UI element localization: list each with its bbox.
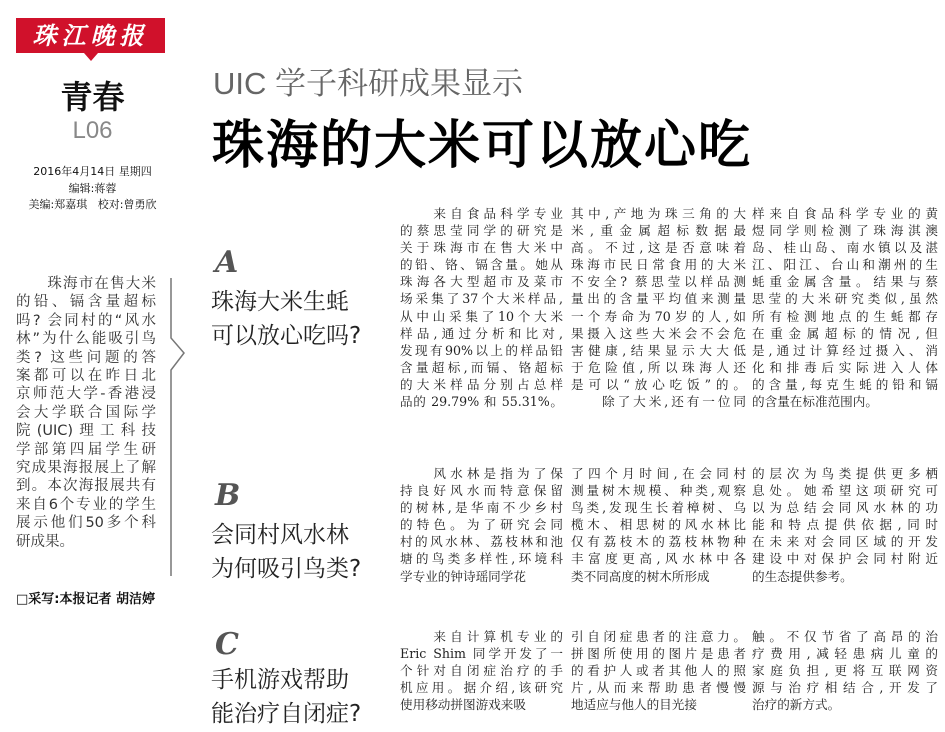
- text-line: 化和排毒后实际进入人体: [752, 359, 938, 375]
- headline-title: 珠海的大米可以放心吃: [212, 116, 753, 176]
- intro-line: 类? 这些问题的答: [16, 349, 156, 366]
- text-line: 学专业的钟诗瑶同学花: [400, 568, 526, 584]
- text-line: 思莹的大米研究类似,虽然: [752, 291, 938, 307]
- section-letter: A: [215, 245, 239, 280]
- text-line: 塘的鸟类多样性,环境科: [400, 551, 563, 567]
- intro-line: 来自6个专业的学生: [16, 496, 156, 513]
- intro-line: 珠海市在售大米: [16, 276, 156, 292]
- text-line: 品的 29.79% 和 55.31%。: [400, 394, 563, 410]
- intro-line: 到。本次海报展共有: [16, 478, 156, 495]
- text-line: 是,通过计算经过摄入、消: [752, 342, 938, 358]
- text-line: 岛、桂山岛、南水镇以及湛: [752, 240, 938, 256]
- intro-line: 案都可以在昨日北: [16, 368, 156, 385]
- text-line: 含量超标,而镉、铬超标: [400, 359, 563, 375]
- text-column: [752, 465, 938, 585]
- text-line: 来自计算机专业的: [400, 629, 563, 644]
- text-line: 珠海各大型超市及菜市: [400, 274, 563, 290]
- intro-line: 的铅、镉含量超标: [16, 294, 156, 311]
- text-line: 触。不仅节省了高昂的治: [752, 629, 938, 644]
- bracket-divider: [168, 278, 188, 578]
- text-line: 仅有荔枝木的荔枝林物种: [571, 534, 746, 550]
- intro-line: 学部第四届学生研: [16, 441, 156, 458]
- text-line: 一个寿命为70岁的人,如: [571, 308, 746, 324]
- text-line: 的铅、铬、镉含量。她从: [400, 257, 563, 273]
- text-line: 丰富度更高,风水林中各: [571, 551, 746, 567]
- text-line: 片,从而来帮助患者慢慢: [571, 680, 746, 696]
- text-line: 榄木、相思树的风水林比: [571, 517, 746, 533]
- text-line: Eric Shim 同学开发了一: [400, 646, 563, 662]
- logo-pointer: [84, 53, 98, 61]
- text-line: 建设中对保护会同村附近: [752, 551, 938, 567]
- intro-line: 京师范大学-香港浸: [16, 386, 156, 403]
- intro-line: 院(UIC)理工科技: [16, 423, 156, 440]
- text-line: 引自闭症患者的注意力。: [571, 629, 746, 644]
- section-heading: 会同村风水林: [211, 522, 349, 548]
- intro-line: 会大学联合国际学: [16, 404, 156, 421]
- text-line: 的蔡思莹同学的研究是: [400, 223, 563, 239]
- text-line: 样来自食品科学专业的黄: [752, 206, 938, 221]
- issue-date: 2016年4月14日 星期四: [33, 165, 152, 178]
- text-line: 在重金属超标的情况,但: [752, 325, 938, 341]
- text-line: 鸟类,发现生长着樟树、乌: [571, 500, 746, 516]
- text-line: 类不同高度的树木所形成: [571, 568, 710, 584]
- text-line: 从中山采集了10个大米: [400, 308, 563, 324]
- text-line: 高。不过,这是否意味着: [571, 240, 746, 256]
- section-heading: 为何吸引鸟类?: [211, 556, 362, 582]
- section-heading: 珠海大米生蚝: [211, 289, 349, 315]
- text-line: 果摄入这些大米会不会危: [571, 325, 746, 341]
- text-line: 的层次为鸟类提供更多栖: [752, 466, 938, 481]
- text-line: 的看护人或者其他人的照: [571, 663, 746, 679]
- text-column: [571, 205, 746, 410]
- text-column: [752, 628, 938, 713]
- text-line: 于危险值,所以珠海人还: [571, 359, 746, 375]
- text-line: 机应用。据介绍,该研究: [400, 680, 563, 696]
- text-line: 在未来对会同区域的开发: [752, 534, 938, 550]
- text-line: 的树林,是华南不少乡村: [400, 500, 563, 516]
- text-line: 拼图所使用的图片是患者: [571, 646, 746, 662]
- text-line: 疗费用,减轻患病儿童的: [752, 646, 938, 662]
- art-proof-credit: 美编:郑嘉琪 校对:曾勇欣: [28, 198, 157, 211]
- text-column: [571, 628, 746, 713]
- text-line: 的大米样品分别占总样: [400, 376, 563, 392]
- text-line: 使用移动拼图游戏来吸: [400, 697, 526, 713]
- text-line: 发现有90%以上的样品铅: [400, 342, 563, 358]
- text-line: 治疗的新方式。: [752, 697, 841, 713]
- text-line: 江、阳江、台山和潮州的生: [752, 257, 938, 273]
- text-line: 持良好风水而特意保留: [400, 483, 563, 499]
- text-line: 村的风水林、荔枝林和池: [400, 534, 563, 550]
- text-line: 关于珠海市在售大米中: [400, 240, 563, 256]
- intro-line: 究成果海报展上了解: [16, 460, 156, 477]
- text-column: [400, 205, 563, 410]
- section-letter: C: [215, 627, 239, 662]
- text-line: 的含量在标准范围内。: [752, 394, 878, 410]
- text-column: [571, 465, 746, 585]
- text-line: 源与治疗相结合,开发了: [752, 680, 938, 696]
- text-line: 米,重金属超标数据最: [571, 223, 746, 239]
- intro-summary: [16, 275, 156, 551]
- text-line: 测量树木规模、种类,观察: [571, 483, 746, 499]
- byline: □采写:本报记者 胡洁婷: [16, 592, 156, 607]
- section-name: 青春: [60, 78, 125, 116]
- text-line: 不安全? 蔡思莹以样品测: [571, 274, 746, 290]
- editor-credit: 编辑:蒋蓉: [68, 182, 117, 195]
- text-line: 的特色。为了研究会同: [400, 517, 563, 533]
- text-column: [752, 205, 938, 410]
- page-number: L06: [72, 117, 113, 144]
- text-line: 来自食品科学专业: [400, 206, 563, 221]
- section-heading: 可以放心吃吗?: [211, 323, 362, 349]
- text-line: 蚝重金属含量。结果与蔡: [752, 274, 938, 290]
- section-letter: B: [215, 478, 241, 513]
- text-line: 害健康,结果显示大大低: [571, 342, 746, 358]
- text-line: 个针对自闭症治疗的手: [400, 663, 563, 679]
- text-line: 是可以“放心吃饭”的。: [571, 376, 746, 392]
- text-line: 了四个月时间,在会同村: [571, 466, 746, 481]
- section-heading: 能治疗自闭症?: [211, 701, 362, 727]
- text-column: [400, 628, 563, 713]
- text-line: 地适应与他人的目光接: [571, 697, 697, 713]
- intro-line: 展示他们50多个科: [16, 515, 156, 532]
- text-line: 煜同学则检测了珠海淇澳: [752, 223, 938, 239]
- text-line: 的生态提供参考。: [752, 568, 853, 584]
- text-line: 场采集了37个大米样品,: [400, 291, 563, 307]
- intro-line: 林”为什么能吸引鸟: [16, 331, 156, 348]
- text-line: 息处。她希望这项研究可: [752, 483, 938, 499]
- text-line: 其中,产地为珠三角的大: [571, 206, 746, 221]
- text-line: 以为总结会同风水林的功: [752, 500, 938, 516]
- intro-line: 吗? 会同村的“风水: [16, 312, 156, 329]
- text-line: 珠海市民日常食用的大米: [571, 257, 746, 273]
- text-line: 能和特点提供依据,同时: [752, 517, 938, 533]
- text-column: [400, 465, 563, 585]
- text-line: 所有检测地点的生蚝都存: [752, 308, 938, 324]
- text-line: 风水林是指为了保: [400, 466, 563, 481]
- headline-kicker: UIC 学子科研成果显示: [213, 66, 523, 101]
- newspaper-logo: 珠江晚报: [16, 18, 165, 53]
- section-heading: 手机游戏帮助: [211, 667, 349, 693]
- text-line: 样品,通过分析和比对,: [400, 325, 563, 341]
- text-line: 除了大米,还有一位同: [571, 394, 746, 410]
- intro-line: 研成果。: [16, 533, 74, 550]
- text-line: 家庭负担,更将互联网资: [752, 663, 938, 679]
- text-line: 的含量,每克生蚝的铅和镉: [752, 376, 938, 392]
- text-line: 量出的含量平均值来测量: [571, 291, 746, 307]
